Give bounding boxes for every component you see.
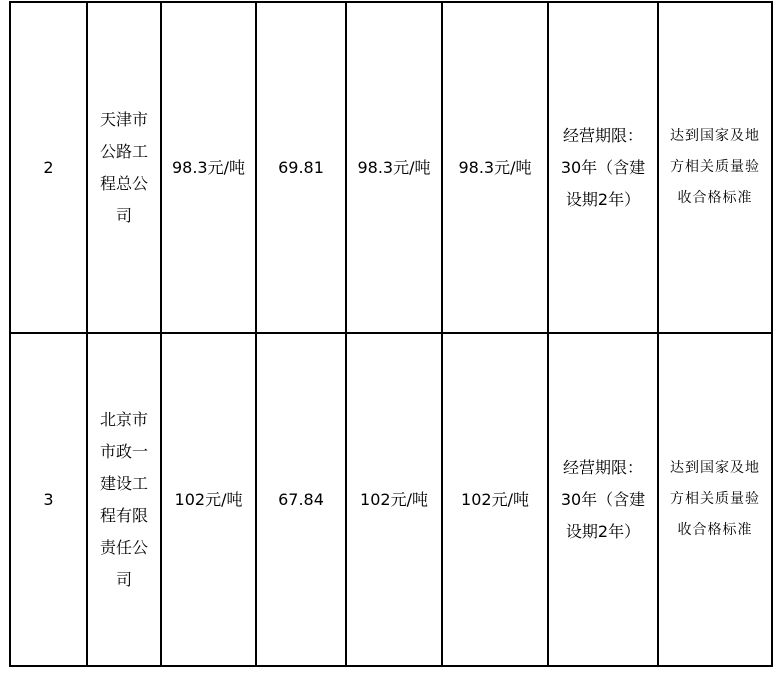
bidder-name: 北京市市政一建设工程有限责任公司	[99, 409, 148, 589]
table-row	[10, 2, 772, 333]
bidder-name-cell	[87, 2, 161, 333]
score-value: 69.81	[278, 157, 324, 177]
bid-price-cell	[161, 2, 256, 333]
bid-evaluation-table	[9, 1, 773, 667]
quality-standard-cell	[658, 333, 772, 666]
operation-period: 经营期限：30年（含建设期2年）	[560, 125, 646, 209]
quality-standard: 达到国家及地方相关质量验收合格标准	[670, 128, 760, 206]
operation-period: 经营期限：30年（含建设期2年）	[560, 457, 646, 541]
bid-price-cell	[161, 333, 256, 666]
final-price: 102元/吨	[461, 489, 529, 509]
final-price-cell	[442, 333, 548, 666]
score-cell	[256, 333, 346, 666]
operation-period-cell	[548, 2, 658, 333]
quality-standard-cell	[658, 2, 772, 333]
row-number: 3	[43, 489, 54, 509]
unit-price: 98.3元/吨	[357, 157, 431, 177]
bidder-name: 天津市公路工程总公司	[99, 109, 148, 225]
unit-price: 102元/吨	[360, 489, 428, 509]
operation-period-cell	[548, 333, 658, 666]
final-price-cell	[442, 2, 548, 333]
bid-price: 102元/吨	[174, 489, 243, 509]
bidder-name-cell	[87, 333, 161, 666]
bid-price: 98.3元/吨	[171, 157, 246, 177]
unit-price-cell	[346, 333, 442, 666]
score-cell	[256, 2, 346, 333]
quality-standard: 达到国家及地方相关质量验收合格标准	[670, 460, 760, 538]
row-number-cell	[10, 2, 87, 333]
final-price: 98.3元/吨	[458, 157, 532, 177]
row-number-cell	[10, 333, 87, 666]
table-row	[10, 333, 772, 666]
row-number: 2	[43, 157, 54, 177]
score-value: 67.84	[278, 489, 324, 509]
unit-price-cell	[346, 2, 442, 333]
